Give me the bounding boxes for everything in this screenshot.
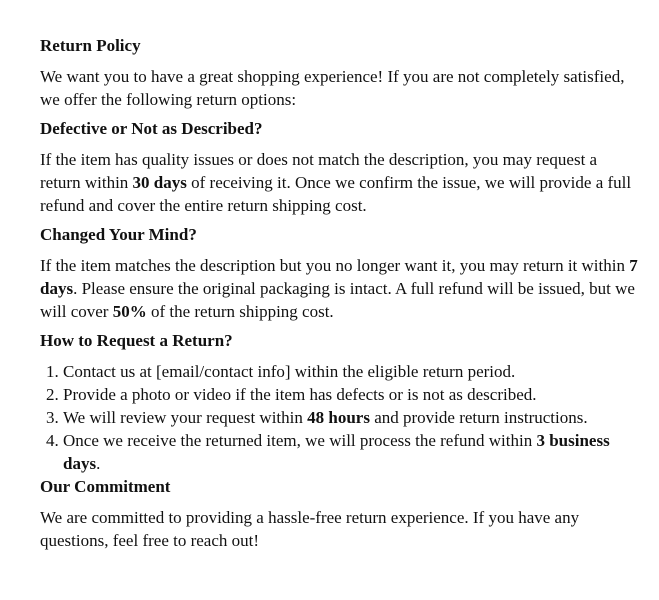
step-refund-text-b: .	[96, 454, 101, 473]
page-title: Return Policy	[40, 36, 141, 55]
step-provide-photo: 2. Provide a photo or video if the item has defects or is not as described.	[63, 383, 639, 406]
defective-deadline: 30 days	[132, 173, 187, 192]
shipping-coverage-percent: 50%	[112, 302, 147, 321]
return-steps-list	[40, 360, 639, 475]
changed-mind-text-a: If the item matches the description but you no longer want it, you may return it within	[40, 256, 630, 275]
defective-heading: Defective or Not as Described?	[40, 119, 263, 138]
defective-paragraph	[40, 148, 639, 217]
changed-mind-heading: Changed Your Mind?	[40, 225, 197, 244]
step-refund	[63, 429, 639, 475]
refund-window: 3 business days	[63, 431, 610, 473]
changed-mind-text-b: . Please ensure the original packaging is intact. A full refund will be issued, but we will cover	[40, 279, 635, 321]
defective-text-a: If the item has quality issues or does not match the description, you may request a return within	[40, 150, 598, 192]
step-refund-text-a: Once we receive the returned item, we will process the refund within	[63, 431, 537, 450]
intro-paragraph: We want you to have a great shopping experience! If you are not completely satisfied, we offer the following return options:	[40, 67, 625, 109]
step-review-text-a: We will review your request within	[63, 408, 308, 427]
step-review-text-b: and provide return instructions.	[369, 408, 588, 427]
how-to-heading: How to Request a Return?	[40, 331, 233, 350]
defective-text-b: of receiving it. Once we confirm the issue, we will provide a full refund and cover the entire return shipping cost.	[40, 173, 632, 215]
changed-mind-deadline: 7 days	[40, 256, 638, 298]
commitment-paragraph: We are committed to providing a hassle-free return experience. If you have any questions, feel free to reach out!	[40, 508, 580, 550]
step-contact: 1. Contact us at [email/contact info] within the eligible return period.	[63, 360, 639, 383]
step-review	[63, 406, 639, 429]
commitment-heading: Our Commitment	[40, 477, 171, 496]
changed-mind-paragraph	[40, 254, 639, 323]
review-window: 48 hours	[307, 408, 370, 427]
changed-mind-text-c: of the return shipping cost.	[146, 302, 334, 321]
